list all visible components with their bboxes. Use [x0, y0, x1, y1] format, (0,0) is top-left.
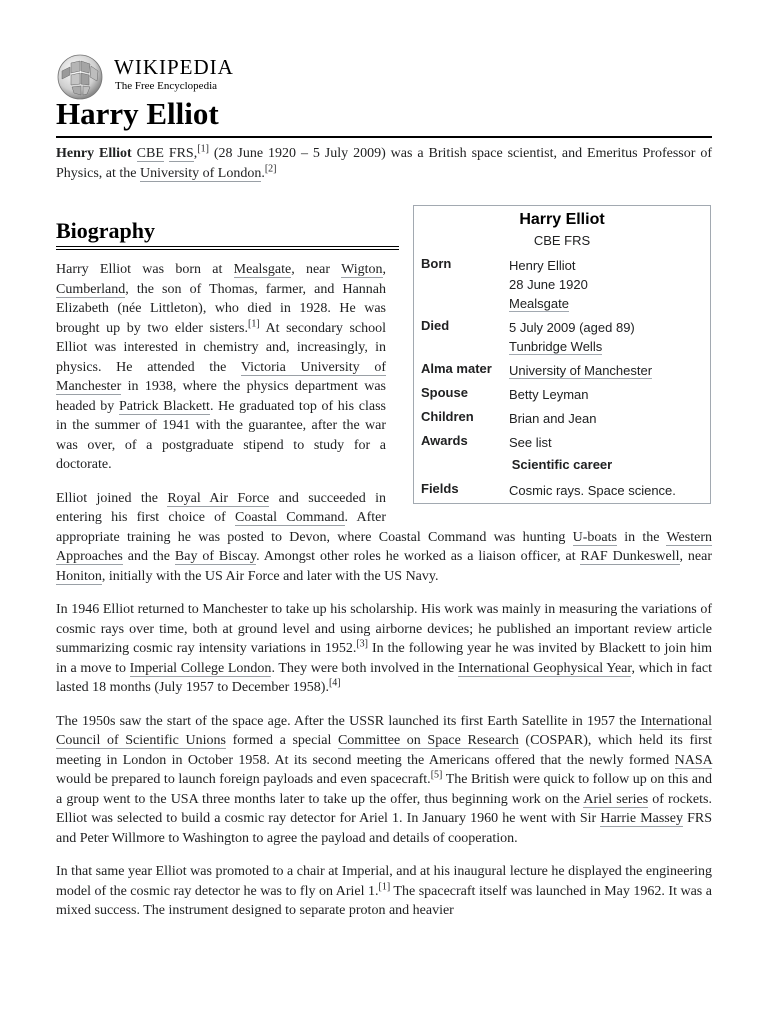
paragraph-space-age: The 1950s saw the start of the space age. After the USSR launched its first Earth Satellite in 1957 the International Council of Scientific Unions formed a special Committee on Space Research (COSPAR), which held its first meeting in London in October 1958. At its second meeting the Americans offered that the newly formed NASA would be prepared to launch foreign payloads and even spacecraft.[5] The British were quick to follow up on this and a group went to the USA three months later to take up the offer, thus beginning work on the Ariel series of rockets. Elliot was selected to build a cosmic ray detector for Ariel 1. In January 1960 he went with Sir Harrie Massey FRS and Peter Willmore to Washington to agree the payload and details of cooperation.: [56, 713, 712, 846]
link-nasa[interactable]: NASA: [674, 752, 712, 768]
infobox-value: Henry Elliot 28 June 1920 Mealsgate: [509, 258, 588, 311]
infobox-value: Cosmic rays. Space science.: [509, 483, 676, 498]
link-frs[interactable]: FRS: [168, 146, 194, 161]
citation-ref[interactable]: [3]: [356, 638, 368, 650]
citation-ref[interactable]: [5]: [430, 769, 443, 781]
subject-name: Henry Elliot: [56, 146, 132, 161]
link-bay-of-biscay[interactable]: Bay of Biscay: [174, 549, 257, 564]
infobox-label: Alma mater: [421, 361, 492, 376]
link-cospar[interactable]: Committee on Space Research: [337, 733, 519, 748]
paragraph-cosmic-rays: In 1946 Elliot returned to Manchester to take up his scholarship. His work was mainly in measuring the variations of cosmic rays over time, both at ground level and using airborne devices; he published an important review article summarizing cosmic ray intensity variations in 1952.[3] In the following year he was invited by Blackett to join him in a move to Imperial College London. They were both involved in the International Geophysical Year, which in fact lasted 18 months (July 1957 to December 1958).[4]: [56, 602, 713, 695]
infobox-value: Betty Leyman: [509, 387, 589, 402]
link-mealsgate[interactable]: Mealsgate: [509, 296, 569, 311]
intro-text: (28 June 1920 – 5 July 2009) was a British space scientist, and Emeritus Professor of Physics, at the: [56, 146, 712, 181]
infobox-value: 5 July 2009 (aged 89) Tunbridge Wells: [509, 320, 635, 354]
link-u-boats[interactable]: U-boats: [572, 529, 617, 545]
citation-ref[interactable]: [1]: [197, 143, 209, 155]
link-tunbridge-wells[interactable]: Tunbridge Wells: [509, 339, 603, 354]
link-igy[interactable]: International Geophysical Year: [457, 660, 632, 676]
title-divider: [56, 136, 712, 138]
link-cbe[interactable]: CBE: [136, 146, 164, 161]
infobox-subtitle: CBE FRS: [533, 233, 591, 248]
infobox-label: Children: [421, 409, 474, 424]
infobox-label: Awards: [421, 433, 468, 448]
intro-paragraph: Henry Elliot CBE FRS,[1] (28 June 1920 – 5 July 2009) was a British space scientist, and Emeritus Professor of Physics, at the University of London.[2]: [56, 143, 712, 181]
citation-ref[interactable]: [1]: [378, 880, 391, 892]
link-ariel-series[interactable]: Ariel series: [583, 791, 649, 807]
link-raf-dunkeswell[interactable]: RAF Dunkeswell: [580, 549, 680, 564]
link-icsu[interactable]: International Council of Scientific Unions: [56, 713, 712, 748]
infobox-value: [509, 361, 705, 380]
link-university-of-manchester[interactable]: University of Manchester: [509, 363, 653, 378]
infobox-label: Spouse: [421, 385, 468, 400]
section-heading-biography: Biography: [56, 218, 156, 243]
infobox-title: Harry Elliot: [519, 211, 605, 228]
wikipedia-wordmark[interactable]: WIKIPEDIA: [114, 55, 234, 79]
citation-ref[interactable]: [1]: [248, 317, 260, 329]
paragraph-early-life: Harry Elliot was born at Mealsgate, near Wigton, Cumberland, the son of Thomas, farmer, and Hannah Elizabeth (née Littleton), who died in 1928. He was brought up by two elder sisters.[1] At secondary school Elliot was interested in chemistry and, increasingly, in physics. He attended the Victoria University of Manchester in 1938, where the physics department was headed by Patrick Blackett. He graduated top of his class in the summer of 1941 with the guarantee, after the war was over, of a postgraduate stipend to study for a doctorate.: [56, 262, 387, 472]
infobox-label: Died: [421, 318, 450, 333]
link-royal-air-force[interactable]: Royal Air Force: [167, 490, 270, 506]
page-title: Harry Elliot: [56, 96, 219, 131]
citation-ref[interactable]: [4]: [328, 677, 341, 689]
infobox-section-scientific-career: Scientific career: [511, 457, 613, 472]
link-imperial-college[interactable]: Imperial College London: [129, 660, 272, 676]
link-western-approaches[interactable]: Western Approaches: [56, 529, 712, 564]
link-university-of-london[interactable]: University of London: [140, 165, 262, 181]
link-coastal-command[interactable]: Coastal Command: [235, 510, 345, 525]
link-honiton[interactable]: Honiton: [56, 568, 102, 584]
infobox-label: Born: [421, 256, 452, 271]
link-wigton[interactable]: Wigton: [341, 262, 383, 277]
infobox-label: Fields: [421, 481, 459, 496]
link-victoria-university[interactable]: Victoria University of Manchester: [56, 359, 386, 394]
wikipedia-tagline: The Free Encyclopedia: [115, 80, 218, 92]
paragraph-ariel: In that same year Elliot was promoted to a chair at Imperial, and at his inaugural lecture he displayed the engineering model of the cosmic ray detector he was to fly on Ariel 1.[1] The spacecraft itself was launched in May 1962. It was a mixed success. The instrument designed to separate proton and heavier: [56, 864, 712, 918]
paragraph-war-service: Elliot joined the Royal Air Force and succeeded in entering his first choice of Coastal Command. After appropriate training he was posted to Devon, where Coastal Command was hunting U-boats in the Western Approaches and the Bay of Biscay. Amongst other roles he worked as a liaison officer, at RAF Dunkeswell, near Honiton, initially with the US Air Force and later with the US Navy.: [56, 490, 712, 584]
infobox-value: Brian and Jean: [509, 411, 597, 426]
link-cumberland[interactable]: Cumberland: [56, 281, 126, 297]
citation-ref[interactable]: [2]: [264, 162, 277, 174]
section-divider: [56, 246, 399, 247]
link-harrie-massey[interactable]: Harrie Massey: [600, 811, 683, 826]
link-mealsgate[interactable]: Mealsgate: [233, 262, 292, 277]
link-patrick-blackett[interactable]: Patrick Blackett: [118, 398, 210, 414]
infobox-value[interactable]: See list: [509, 435, 552, 450]
infobox: [413, 205, 711, 504]
section-divider: [56, 249, 399, 250]
